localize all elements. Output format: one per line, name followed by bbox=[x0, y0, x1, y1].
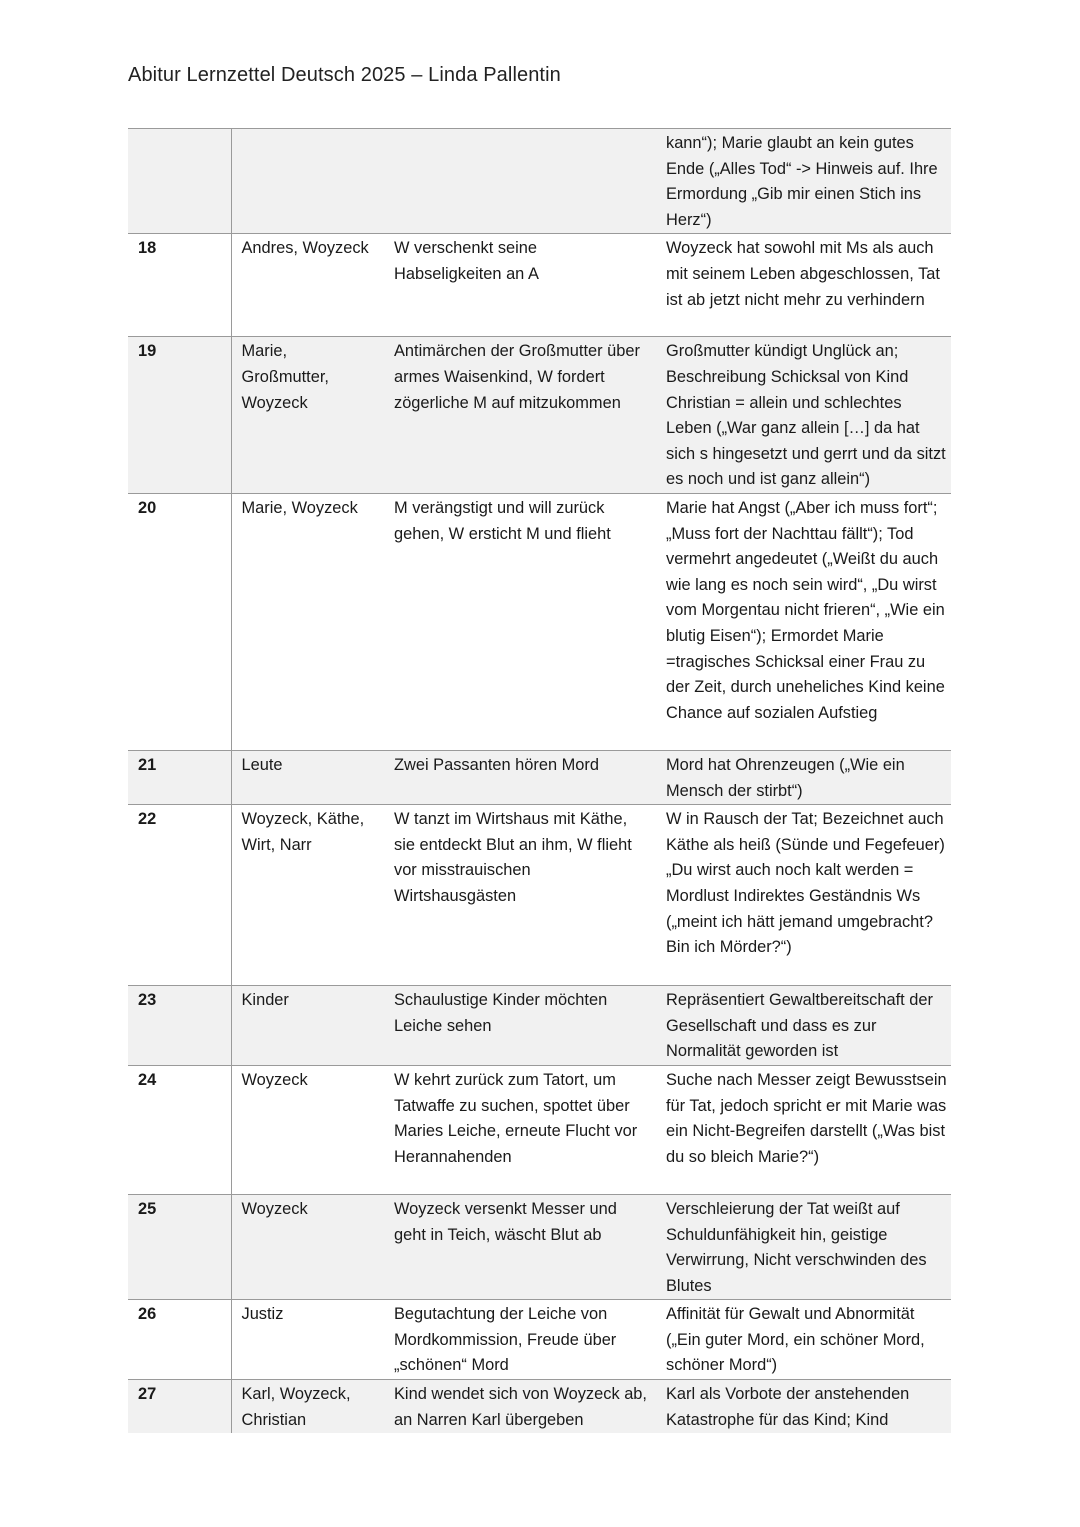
scene-content: W kehrt zurück zum Tatort, um Tatwaffe zu suchen, spottet über Maries Leiche, erneute Flucht vor Herannahenden bbox=[394, 1070, 638, 1166]
scene-characters: Andres, Woyzeck bbox=[231, 234, 386, 337]
scene-content: Zwei Passanten hören Mord bbox=[386, 750, 656, 804]
table-row bbox=[128, 986, 951, 1066]
page-header-title: Abitur Lernzettel Deutsch 2025 – Linda Pallentin bbox=[128, 64, 561, 86]
scene-characters bbox=[231, 129, 386, 234]
scene-number: 18 bbox=[138, 239, 157, 258]
scene-number: 26 bbox=[138, 1305, 157, 1324]
scene-content: W verschenkt seine Habseligkeiten an A bbox=[394, 239, 539, 283]
scene-content: Schaulustige Kinder möchten Leiche sehen bbox=[386, 986, 656, 1066]
table-row bbox=[128, 1065, 951, 1194]
scene-number bbox=[128, 129, 231, 234]
scene-characters: Woyzeck bbox=[231, 1194, 386, 1299]
scene-content bbox=[386, 129, 656, 234]
scene-characters: Marie, Großmutter, Woyzeck bbox=[231, 337, 386, 494]
scene-interpretation: Karl als Vorbote der anstehenden Katastrophe für das Kind; Kind bbox=[656, 1380, 951, 1434]
scene-interpretation: kann“); Marie glaubt an kein gutes Ende („Alles Tod“ -> Hinweis auf. Ihre Ermordung „Gib mir einen Stich ins Herz“) bbox=[656, 129, 951, 234]
scene-number: 27 bbox=[128, 1380, 231, 1434]
scene-number: 23 bbox=[128, 986, 231, 1066]
scene-interpretation: Suche nach Messer zeigt Bewusstsein für Tat, jedoch spricht er mit Marie was ein Nicht-Begreifen darstellt („Was bist du so bleich Marie?“) bbox=[666, 1070, 947, 1166]
scene-interpretation: Marie hat Angst („Aber ich muss fort“; „Muss fort der Nachttau fällt“); Tod vermehrt angedeutet („Weißt du auch wie lang es noch sein wird“, „Du wirst vom Morgentau nicht frieren“, „Wie ein blutig Eisen“); Ermordet Marie =tragisches Schicksal einer Frau zu der Zeit, durch uneheliches Kind keine Chance auf sozialen Aufstieg bbox=[666, 498, 945, 722]
table-row bbox=[128, 1300, 951, 1380]
scene-interpretation: Mord hat Ohrenzeugen („Wie ein Mensch der stirbt“) bbox=[656, 750, 951, 804]
scene-number: 21 bbox=[128, 750, 231, 804]
scene-interpretation: Verschleierung der Tat weißt auf Schuldunfähigkeit hin, geistige Verwirrung, Nicht verschwinden des Blutes bbox=[656, 1194, 951, 1299]
scene-content: Kind wendet sich von Woyzeck ab, an Narren Karl übergeben bbox=[386, 1380, 656, 1434]
scene-interpretation: Repräsentiert Gewaltbereitschaft der Gesellschaft und dass es zur Normalität geworden ist bbox=[656, 986, 951, 1066]
scene-number: 24 bbox=[138, 1070, 157, 1089]
scene-characters: Leute bbox=[231, 750, 386, 804]
scene-content: Antimärchen der Großmutter über armes Waisenkind, W fordert zögerliche M auf mitzukommen bbox=[386, 337, 656, 494]
scene-content: W tanzt im Wirtshaus mit Käthe, sie entdeckt Blut an ihm, W flieht vor misstrauischen Wirtshausgästen bbox=[394, 810, 632, 905]
table-row bbox=[128, 805, 951, 986]
scene-characters: Karl, Woyzeck, Christian bbox=[231, 1380, 386, 1434]
table-row bbox=[128, 1194, 951, 1299]
table-row bbox=[128, 234, 951, 337]
table-row bbox=[128, 1380, 951, 1434]
scene-number: 22 bbox=[138, 810, 157, 829]
table-row bbox=[128, 750, 951, 804]
scene-interpretation: W in Rausch der Tat; Bezeichnet auch Käthe als heiß (Sünde und Fegefeuer) „Du wirst auch noch kalt werden = Mordlust Indirektes Geständnis Ws („meint ich hätt jemand umgebracht? Bin ich Mörder?“) bbox=[666, 810, 945, 957]
table-row bbox=[128, 337, 951, 494]
scene-content: Begutachtung der Leiche von Mordkommission, Freude über „schönen“ Mord bbox=[394, 1305, 617, 1375]
scene-interpretation: Woyzeck hat sowohl mit Ms als auch mit seinem Leben abgeschlossen, Tat ist ab jetzt nicht mehr zu verhindern bbox=[666, 239, 940, 309]
scene-number: 19 bbox=[128, 337, 231, 494]
scene-characters: Kinder bbox=[231, 986, 386, 1066]
scene-interpretation: Großmutter kündigt Unglück an; Beschreibung Schicksal von Kind Christian = allein und schlechtes Leben („War ganz allein […] da hat sich s hingesetzt und gerrt und da sitzt es noch und ist ganz allein“) bbox=[656, 337, 951, 494]
scene-characters: Justiz bbox=[231, 1300, 386, 1380]
scene-characters: Marie, Woyzeck bbox=[231, 493, 386, 750]
scene-number: 20 bbox=[138, 498, 157, 517]
table-row bbox=[128, 129, 951, 234]
scene-characters: Woyzeck, Käthe, Wirt, Narr bbox=[231, 805, 386, 986]
scene-content: M verängstigt und will zurück gehen, W ersticht M und flieht bbox=[394, 498, 611, 543]
scene-characters: Woyzeck bbox=[231, 1065, 386, 1194]
scene-number: 25 bbox=[128, 1194, 231, 1299]
scene-analysis-table bbox=[128, 128, 951, 1433]
scene-content: Woyzeck versenkt Messer und geht in Teich, wäscht Blut ab bbox=[386, 1194, 656, 1299]
table-row bbox=[128, 493, 951, 750]
scene-interpretation: Affinität für Gewalt und Abnormität („Ein guter Mord, ein schöner Mord, schöner Mord“) bbox=[666, 1305, 925, 1375]
